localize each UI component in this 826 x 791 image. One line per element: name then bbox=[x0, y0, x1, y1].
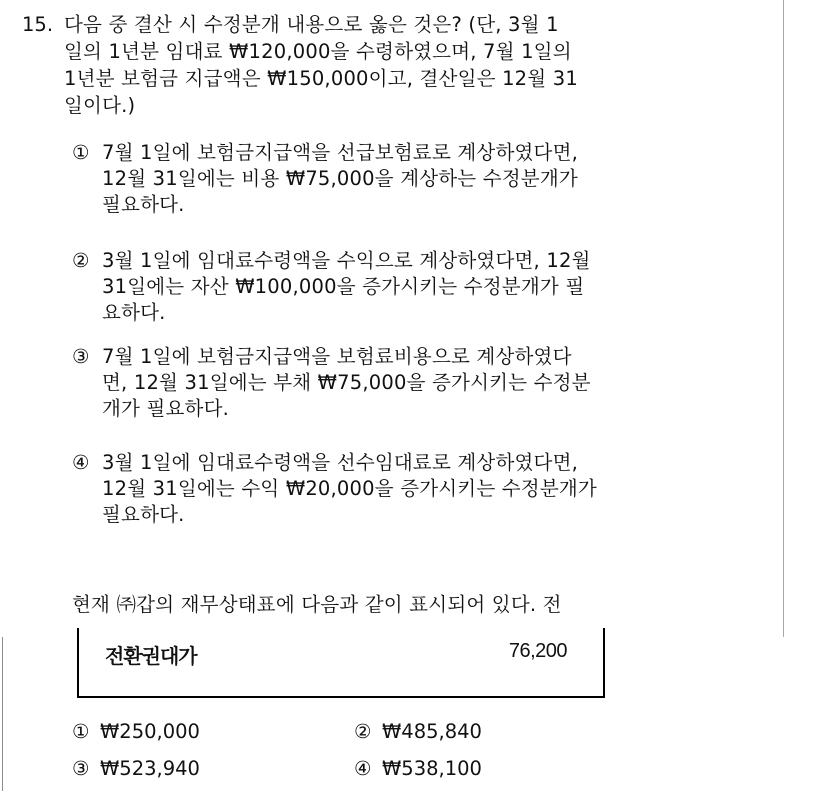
balance-sheet-box bbox=[77, 628, 605, 698]
option-text-line: 3월 1일에 임대료수령액을 수익으로 계상하였다면, 12월 bbox=[102, 249, 591, 272]
option-text-line: 7월 1일에 보험금지급액을 선급보험료로 계상하였다면, bbox=[102, 141, 579, 164]
answer-value: ₩523,940 bbox=[100, 757, 200, 780]
option-text-line: 면, 12월 31일에는 부채 ₩75,000을 증가시키는 수정분 bbox=[102, 371, 591, 394]
option-text-line: 31일에는 자산 ₩100,000을 증가시키는 수정분개가 필 bbox=[102, 275, 585, 298]
column-divider-left bbox=[2, 637, 3, 791]
option-text-line: 개가 필요하다. bbox=[102, 397, 230, 420]
question-stem-line: 1년분 보험금 지급액은 ₩150,000이고, 결산일은 12월 31 bbox=[64, 67, 578, 90]
option-marker: ③ bbox=[72, 345, 90, 368]
answer-option-4[interactable] bbox=[354, 756, 482, 782]
answer-marker: ② bbox=[354, 720, 372, 743]
option-text-line: 12월 31일에는 수익 ₩20,000을 증가시키는 수정분개가 bbox=[102, 477, 597, 500]
option-text-line: 7월 1일에 보험금지급액을 보험료비용으로 계상하였다 bbox=[102, 345, 572, 368]
answer-marker: ① bbox=[72, 720, 90, 743]
option-marker: ② bbox=[72, 249, 90, 272]
column-divider-right bbox=[783, 0, 784, 637]
option-text-line: 필요하다. bbox=[102, 503, 185, 526]
option-text-line: 필요하다. bbox=[102, 193, 185, 216]
next-question-intro: 현재 ㈜갑의 재무상태표에 다음과 같이 표시되어 있다. 전 bbox=[72, 593, 562, 616]
question-stem-line: 일의 1년분 임대료 ₩120,000을 수령하였으며, 7월 1일의 bbox=[64, 40, 572, 63]
answer-option-2[interactable] bbox=[354, 719, 482, 745]
question-stem-line: 일이다.) bbox=[64, 94, 136, 117]
answer-option-1[interactable] bbox=[72, 719, 200, 745]
option-text-line: 요하다. bbox=[102, 301, 166, 324]
answer-marker: ③ bbox=[72, 757, 90, 780]
box-value: 76,200 bbox=[508, 640, 567, 662]
option-marker: ① bbox=[72, 141, 90, 164]
question-number: 15. bbox=[22, 13, 54, 36]
answer-option-3[interactable] bbox=[72, 756, 200, 782]
answer-value: ₩538,100 bbox=[382, 757, 482, 780]
option-text-line: 3월 1일에 임대료수령액을 선수임대료로 계상하였다면, bbox=[102, 451, 579, 474]
box-label: 전환권대가 bbox=[105, 644, 197, 668]
answer-value: ₩250,000 bbox=[100, 720, 200, 743]
answer-value: ₩485,840 bbox=[382, 720, 482, 743]
answer-marker: ④ bbox=[354, 757, 372, 780]
option-marker: ④ bbox=[72, 451, 90, 474]
option-text-line: 12월 31일에는 비용 ₩75,000을 계상하는 수정분개가 bbox=[102, 167, 578, 190]
question-stem-line: 다음 중 결산 시 수정분개 내용으로 옳은 것은? (단, 3월 1 bbox=[64, 13, 559, 36]
